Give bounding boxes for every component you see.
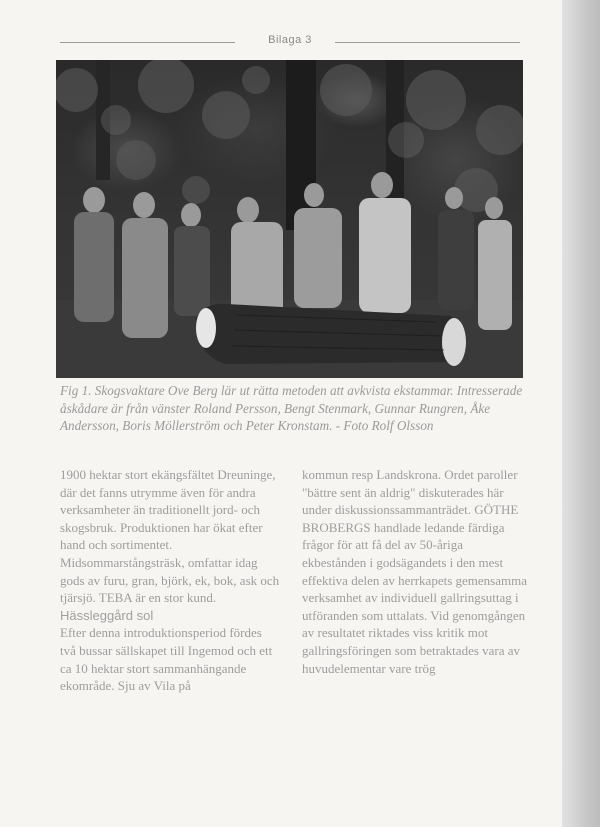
- body-paragraph-right: kommun resp Landskrona. Ordet paroller "bättre sent än aldrig" diskuterades här under diskussionssammanträdet. GÖTHE BROBERGS handlade ledande färdiga frågor för att få del av 50-åriga ekbestånden i godsägandets i den mest effektiva delen av herrkapets gemensamma verksamhet av individuell gallringsuttag i utföranden som uttalats. Vid genomgången av resultatet riktades viss kritik mot gallringsföringen som betraktades vara av huvudelementar vare trög: [302, 467, 527, 676]
- forest-photograph: [56, 60, 523, 378]
- text-column-left: [60, 466, 280, 695]
- body-paragraph-2: Efter denna introduktionsperiod fördes två bussar sällskapet till Ingemod och ett ca 10 hektar stort sammanhängande ekområde. Sju av Vila på: [60, 625, 273, 694]
- section-subheading: Hässleggård sol: [60, 607, 154, 623]
- header-rule-right: [335, 42, 520, 43]
- running-head-text: Bilaga 3: [268, 34, 312, 46]
- body-paragraph: 1900 hektar stort ekängsfältet Dreuninge, där det fanns utrymme även för andra verksamheter än traditionellt jord- och skogsbruk. Produktionen har ökat efter hand och sortimentet. Midsommarstångsträsk, omfattar idag gods av furu, gran, björk, ek, bok, ask och tjärsjö. TEBA är en stor kund.: [60, 467, 280, 606]
- figure-caption: Fig 1. Skogsvaktare Ove Berg lär ut rätta metoden att avkvista ekstammar. Intresserade åskådare är från vänster Roland Persson, Bengt Stenmark, Gunnar Rungren, Åke Andersson, Boris Möllerström och Peter Kronstam. - Foto Rolf Olsson: [60, 383, 523, 433]
- running-head: [60, 34, 520, 50]
- text-column-right: [302, 466, 527, 677]
- scan-page-edge: [562, 0, 600, 827]
- photo-illustration: [56, 60, 523, 378]
